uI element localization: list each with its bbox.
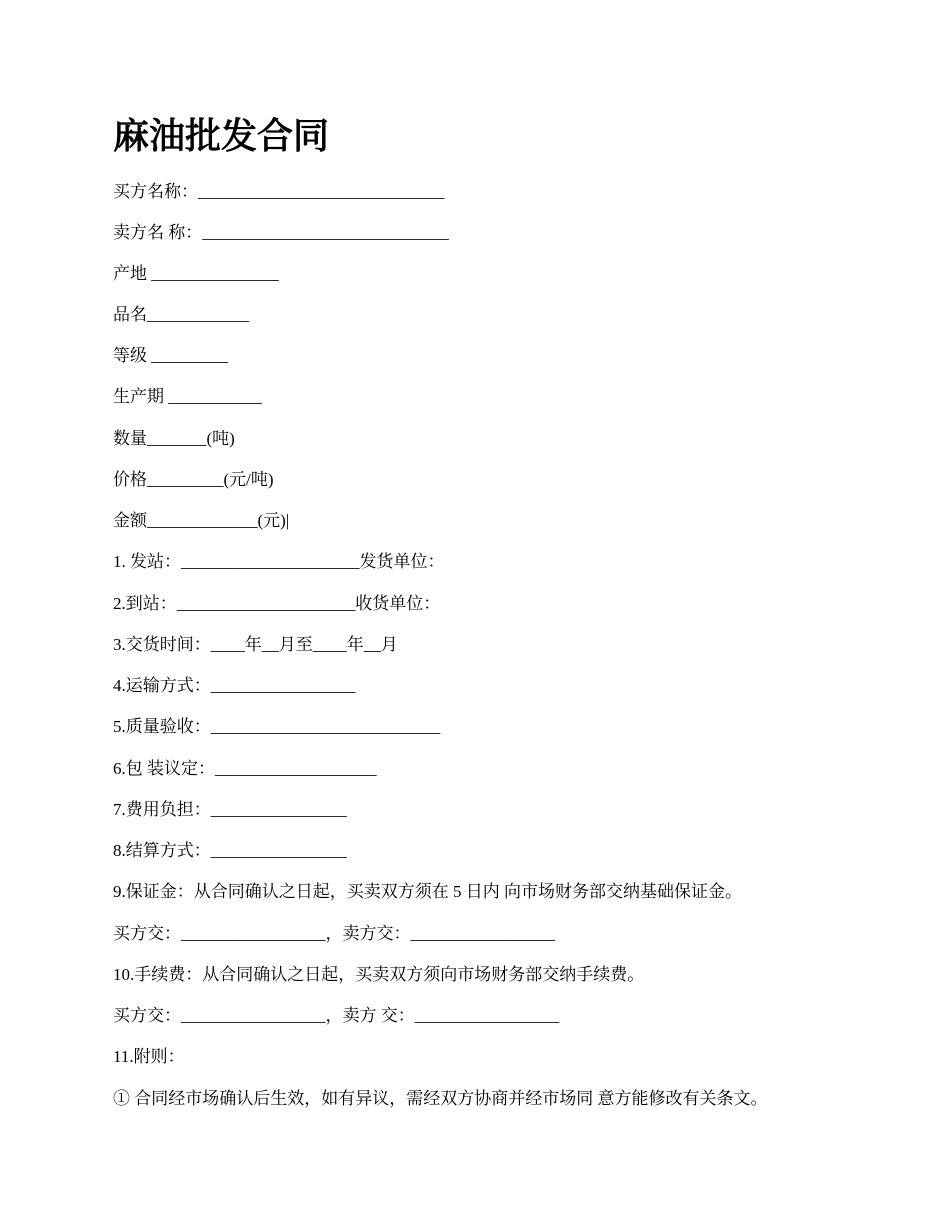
- deposit-payment-line: 买方交：_________________，卖方交：_________________: [113, 924, 555, 943]
- seller-name-line: 卖方名 称：_____________________________: [113, 223, 449, 242]
- quantity-line: 数量_______(吨): [113, 429, 235, 448]
- clause-8-settlement: 8.结算方式：________________: [113, 841, 347, 860]
- clause-2-arrival-station: 2.到站：_____________________收货单位：: [113, 594, 441, 613]
- production-date-line: 生产期 ___________: [113, 387, 262, 406]
- clause-1-departure-station: 1. 发站：_____________________发货单位：: [113, 552, 445, 571]
- clause-9-deposit: 9.保证金：从合同确认之日起，买卖双方须在 5 日内 向市场财务部交纳基础保证金。: [113, 882, 742, 901]
- price-line: 价格_________(元/吨): [113, 470, 274, 489]
- clause-5-quality-inspection: 5.质量验收：___________________________: [113, 717, 441, 736]
- clause-10-handling-fee: 10.手续费：从合同确认之日起，买卖双方须向市场财务部交纳手续费。: [113, 965, 645, 984]
- clause-6-packaging: 6.包 装议定：___________________: [113, 759, 377, 778]
- clause-3-delivery-time: 3.交货时间：____年__月至____年__月: [113, 635, 398, 654]
- amount-line: 金额_____________(元)|: [113, 511, 290, 530]
- contract-title: 麻油批发合同: [113, 116, 330, 156]
- fee-payment-line: 买方交：_________________，卖方 交：_________________: [113, 1006, 560, 1025]
- grade-line: 等级 _________: [113, 346, 228, 365]
- clause-11-supplementary: 11.附则：: [113, 1047, 185, 1066]
- origin-line: 产地 _______________: [113, 264, 279, 283]
- clause-4-transport-method: 4.运输方式：_________________: [113, 676, 356, 695]
- product-name-line: 品名____________: [113, 305, 249, 324]
- buyer-name-line: 买方名称：_____________________________: [113, 182, 445, 201]
- supplementary-item-1: ① 合同经市场确认后生效，如有异议，需经双方协商并经市场同 意方能修改有关条文。: [113, 1089, 768, 1108]
- clause-7-cost-bearing: 7.费用负担：________________: [113, 800, 347, 819]
